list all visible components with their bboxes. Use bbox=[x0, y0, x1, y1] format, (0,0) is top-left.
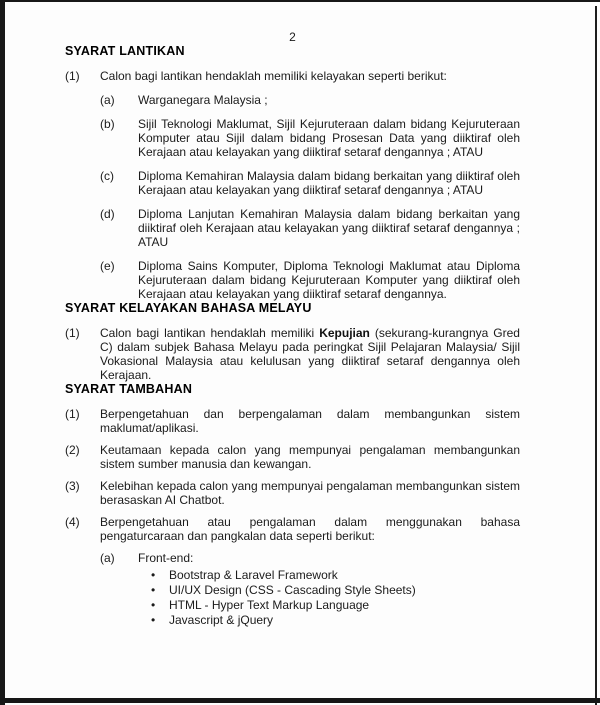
item-text-post: (sekurang-kurangnya Gred C) dalam subjek Bahasa Melayu pada peringkat Sijil Pelajaran Malaysia/ Sijil Vokasional Malaysia atau kelulusan yang diiktiraf setaraf dengannya oleh Kerajaan. bbox=[100, 326, 520, 382]
list-item bbox=[138, 613, 520, 628]
list-item bbox=[65, 69, 520, 83]
item-text: Diploma Lanjutan Kemahiran Malaysia dalam bidang berkaitan yang diiktiraf oleh Kerajaan atau kelayakan yang diiktiraf setaraf dengannya ; ATAU bbox=[138, 207, 520, 249]
list-item bbox=[65, 479, 520, 507]
page-content bbox=[65, 0, 520, 628]
list-item bbox=[138, 568, 520, 583]
item-number: (4) bbox=[65, 515, 80, 529]
item-text: Warganegara Malaysia ; bbox=[138, 93, 268, 107]
item-letter: (a) bbox=[100, 551, 115, 565]
item-number: (2) bbox=[65, 443, 80, 457]
bullet-icon: • bbox=[151, 583, 156, 597]
list-item bbox=[100, 93, 520, 107]
bullet-icon: • bbox=[151, 598, 156, 612]
item-text: Berpengetahuan atau pengalaman dalam menggunakan bahasa pengaturcaraan dan pangkalan data seperti berikut: bbox=[100, 515, 520, 543]
item-text: Sijil Teknologi Maklumat, Sijil Kejuruteraan dalam bidang Kejuruteraan Komputer atau Sijil dalam bidang Prosesan Data yang diiktiraf oleh Kerajaan atau kelayakan yang diiktiraf setaraf dengannya ; ATAU bbox=[138, 117, 520, 159]
scan-edge-top bbox=[0, 0, 600, 2]
bullet-text: Javascript & jQuery bbox=[169, 613, 274, 627]
list-item bbox=[65, 443, 520, 471]
item-letter: (b) bbox=[100, 117, 115, 131]
page-number: 2 bbox=[289, 30, 296, 44]
item-letter: (c) bbox=[100, 169, 114, 183]
list-item bbox=[100, 551, 520, 565]
bullet-text: UI/UX Design (CSS - Cascading Style Sheets) bbox=[169, 583, 416, 597]
bullet-text: HTML - Hyper Text Markup Language bbox=[169, 598, 370, 612]
item-letter: (a) bbox=[100, 93, 115, 107]
scan-edge-bottom bbox=[0, 698, 600, 703]
list-item bbox=[100, 169, 520, 197]
list-item bbox=[100, 207, 520, 249]
item-number: (1) bbox=[65, 407, 80, 421]
section-title-syarat-tambahan: SYARAT TAMBAHAN bbox=[65, 382, 193, 396]
item-number: (3) bbox=[65, 479, 80, 493]
item-text: Keutamaan kepada calon yang mempunyai pengalaman membangunkan sistem sumber manusia dan kewangan. bbox=[100, 443, 520, 471]
item-text: Diploma Kemahiran Malaysia dalam bidang berkaitan yang diiktiraf oleh Kerajaan atau kelayakan yang diiktiraf setaraf dengannya ; ATAU bbox=[138, 169, 520, 197]
list-item bbox=[65, 515, 520, 543]
item-letter: (d) bbox=[100, 207, 115, 221]
scan-edge-right bbox=[595, 6, 597, 705]
bullet-icon: • bbox=[151, 568, 156, 582]
section-title-syarat-lantikan: SYARAT LANTIKAN bbox=[65, 44, 185, 58]
item-letter: (e) bbox=[100, 259, 115, 273]
item-text: Kelebihan kepada calon yang mempunyai pengalaman membangunkan sistem berasaskan AI Chatbot. bbox=[100, 479, 520, 507]
bullet-icon: • bbox=[151, 613, 156, 627]
list-item bbox=[100, 259, 520, 301]
item-text: Diploma Sains Komputer, Diploma Teknologi Maklumat atau Diploma Kejuruteraan dalam bidang Kejuruteraan Komputer yang diiktiraf oleh Kerajaan atau kelayakan yang diiktiraf setaraf dengannya. bbox=[138, 259, 520, 301]
list-item bbox=[138, 598, 520, 613]
item-number: (1) bbox=[65, 69, 80, 83]
front-end-bullet-list bbox=[138, 568, 520, 628]
item-text: Calon bagi lantikan hendaklah memiliki kelayakan seperti berikut: bbox=[100, 69, 447, 83]
list-item bbox=[100, 117, 520, 159]
list-item bbox=[65, 326, 520, 382]
item-text: Front-end: bbox=[138, 551, 194, 565]
item-text-pre: Calon bagi lantikan hendaklah memiliki bbox=[100, 326, 320, 340]
item-text bbox=[100, 326, 520, 382]
section-title-syarat-kelayakan-bahasa-melayu: SYARAT KELAYAKAN BAHASA MELAYU bbox=[65, 301, 312, 315]
bullet-text: Bootstrap & Laravel Framework bbox=[169, 568, 338, 582]
scan-edge-left bbox=[0, 0, 5, 705]
item-text-bold-kepujian: Kepujian bbox=[319, 326, 370, 340]
list-item bbox=[138, 583, 520, 598]
item-number: (1) bbox=[65, 326, 80, 340]
item-text: Berpengetahuan dan berpengalaman dalam membangunkan sistem maklumat/aplikasi. bbox=[100, 407, 520, 435]
list-item bbox=[65, 407, 520, 435]
